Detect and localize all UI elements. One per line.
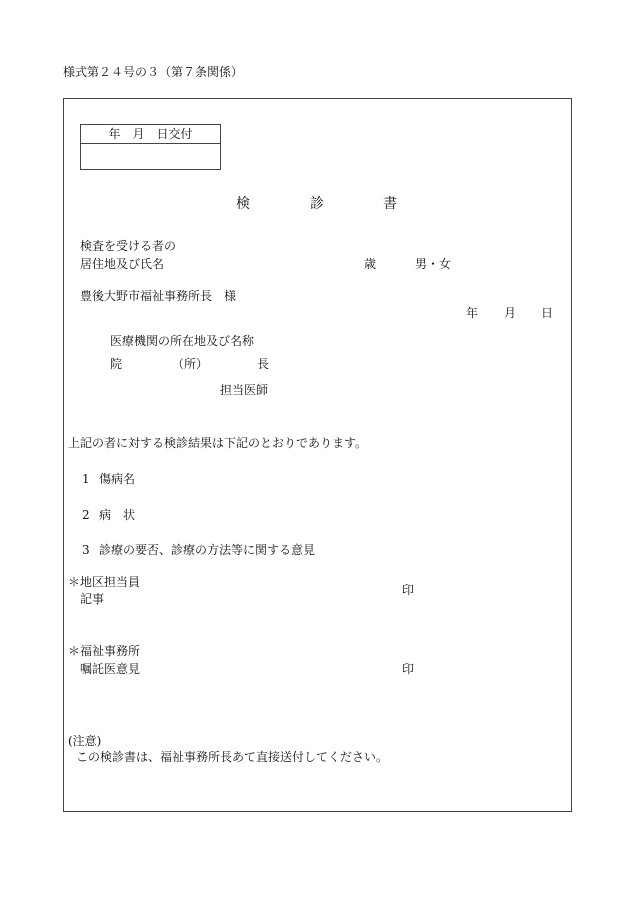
date-year: 年	[466, 306, 479, 320]
issue-box-divider	[81, 143, 220, 144]
applicant-label-line1: 検査を受ける者の	[80, 239, 177, 253]
item-1-label: 傷病名	[99, 472, 136, 486]
statement: 上記の者に対する検診結果は下記のとおりであります。	[68, 436, 368, 450]
doctor-label: 担当医師	[220, 383, 269, 397]
district-officer-notes-label: 記事	[80, 592, 105, 606]
director-part-cho: 長	[257, 357, 270, 371]
item-3-number: 3	[82, 543, 90, 557]
addressee: 豊後大野市福祉事務所長 様	[80, 289, 237, 303]
issue-date-box	[80, 124, 221, 170]
title-char-1: 検	[236, 196, 250, 212]
clinic-location-label: 医療機関の所在地及び名称	[110, 334, 255, 348]
notes-text: この検診書は、福祉事務所長あて直接送付してください。	[76, 750, 389, 764]
applicant-label-line2: 居住地及び氏名	[80, 257, 165, 271]
district-officer-seal: 印	[402, 583, 415, 597]
title-char-3: 書	[383, 196, 397, 212]
welfare-office-label: ＊福祉事務所	[68, 644, 141, 658]
item-3-label: 診療の要否、診療の方法等に関する意見	[99, 543, 316, 557]
item-2-label: 病 状	[99, 508, 136, 522]
commissioned-doctor-label: 嘱託医意見	[80, 662, 141, 676]
form-number: 様式第２４号の３（第７条関係）	[63, 65, 244, 79]
date-month: 月	[504, 306, 517, 320]
director-part-in: 院	[110, 357, 123, 371]
item-2-number: 2	[82, 508, 90, 522]
date-day: 日	[541, 306, 554, 320]
item-1-number: 1	[82, 472, 90, 486]
issue-date-label: 年 月 日交付	[108, 127, 193, 141]
director-part-sho: （所）	[172, 357, 209, 371]
title-char-2: 診	[310, 196, 324, 212]
welfare-office-seal: 印	[402, 662, 415, 676]
age-unit: 歳	[364, 257, 377, 271]
gender-options: 男・女	[415, 257, 452, 271]
notes-heading: (注意)	[68, 734, 102, 748]
district-officer-label: ＊地区担当員	[68, 575, 141, 589]
